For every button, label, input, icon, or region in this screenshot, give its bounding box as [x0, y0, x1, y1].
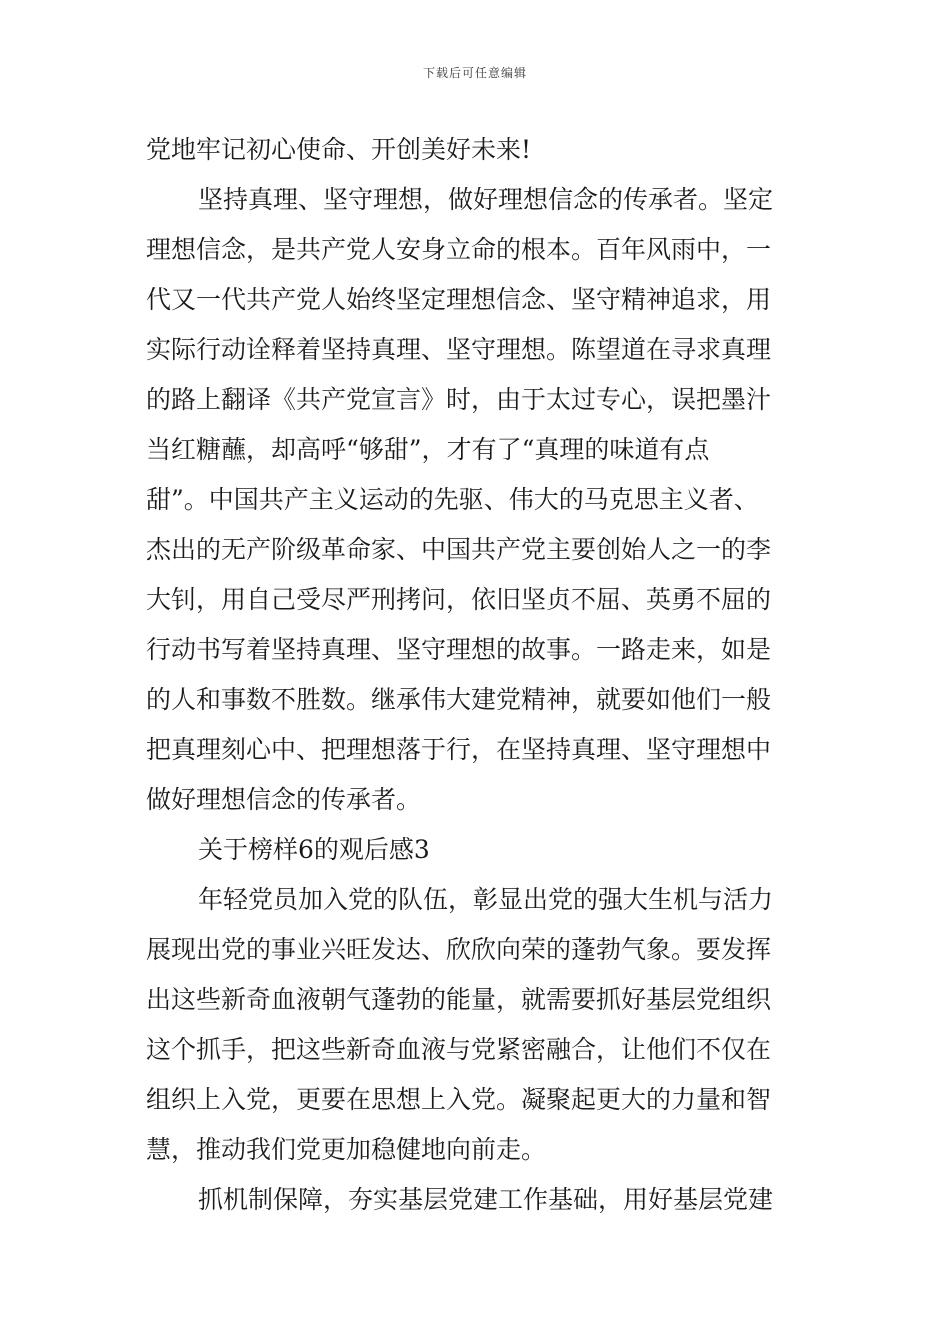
text-line: 慧，推动我们党更加稳健地向前走。 — [146, 1135, 547, 1164]
text-line: 组织上入党，更要在思想上入党。凝聚起更大的力量和智 — [146, 1085, 772, 1114]
text-line: 出这些新奇血液朝气蓬勃的能量，就需要抓好基层党组织 — [146, 985, 772, 1014]
text-line: 代又一代共产党人始终坚定理想信念、坚守精神追求，用 — [146, 285, 772, 314]
text-line: 的人和事数不胜数。继承伟大建党精神，就要如他们一般 — [146, 685, 772, 714]
text-line: 甜”。中国共产主义运动的先驱、伟大的马克思主义者、 — [146, 485, 759, 514]
text-line: 展现出党的事业兴旺发达、欣欣向荣的蓬勃气象。要发挥 — [146, 935, 772, 964]
text-line: 杰出的无产阶级革命家、中国共产党主要创始人之一的李 — [146, 535, 772, 564]
page-header: 下载后可任意编辑 — [422, 66, 527, 80]
text-line: 的路上翻译《共产党宣言》时，由于太过专心，误把墨汁 — [146, 385, 772, 414]
text-line: 年轻党员加入党的队伍，彰显出党的强大生机与活力 — [198, 885, 774, 914]
text-line: 这个抓手，把这些新奇血液与党紧密融合，让他们不仅在 — [146, 1035, 772, 1064]
text-line: 大钊，用自己受尽严刑拷问，依旧坚贞不屈、英勇不屈的 — [146, 585, 772, 614]
text-line: 党地牢记初心使命、开创美好未来! — [146, 135, 532, 164]
text-line: 当红糖蘸，却高呼“够甜”，才有了“真理的味道有点 — [146, 435, 710, 464]
document-body — [146, 125, 806, 1225]
text-line: 行动书写着坚持真理、坚守理想的故事。一路走来，如是 — [146, 635, 772, 664]
text-line: 把真理刻心中、把理想落于行，在坚持真理、坚守理想中 — [146, 735, 772, 764]
section-heading: 关于榜样6的观后感3 — [198, 835, 430, 864]
text-line: 做好理想信念的传承者。 — [146, 785, 422, 814]
text-line: 坚持真理、坚守理想，做好理想信念的传承者。坚定 — [198, 185, 774, 214]
text-line: 理想信念，是共产党人安身立命的根本。百年风雨中，一 — [146, 235, 772, 264]
text-line: 抓机制保障，夯实基层党建工作基础，用好基层党建 — [198, 1185, 774, 1214]
text-line: 实际行动诠释着坚持真理、坚守理想。陈望道在寻求真理 — [146, 335, 772, 364]
